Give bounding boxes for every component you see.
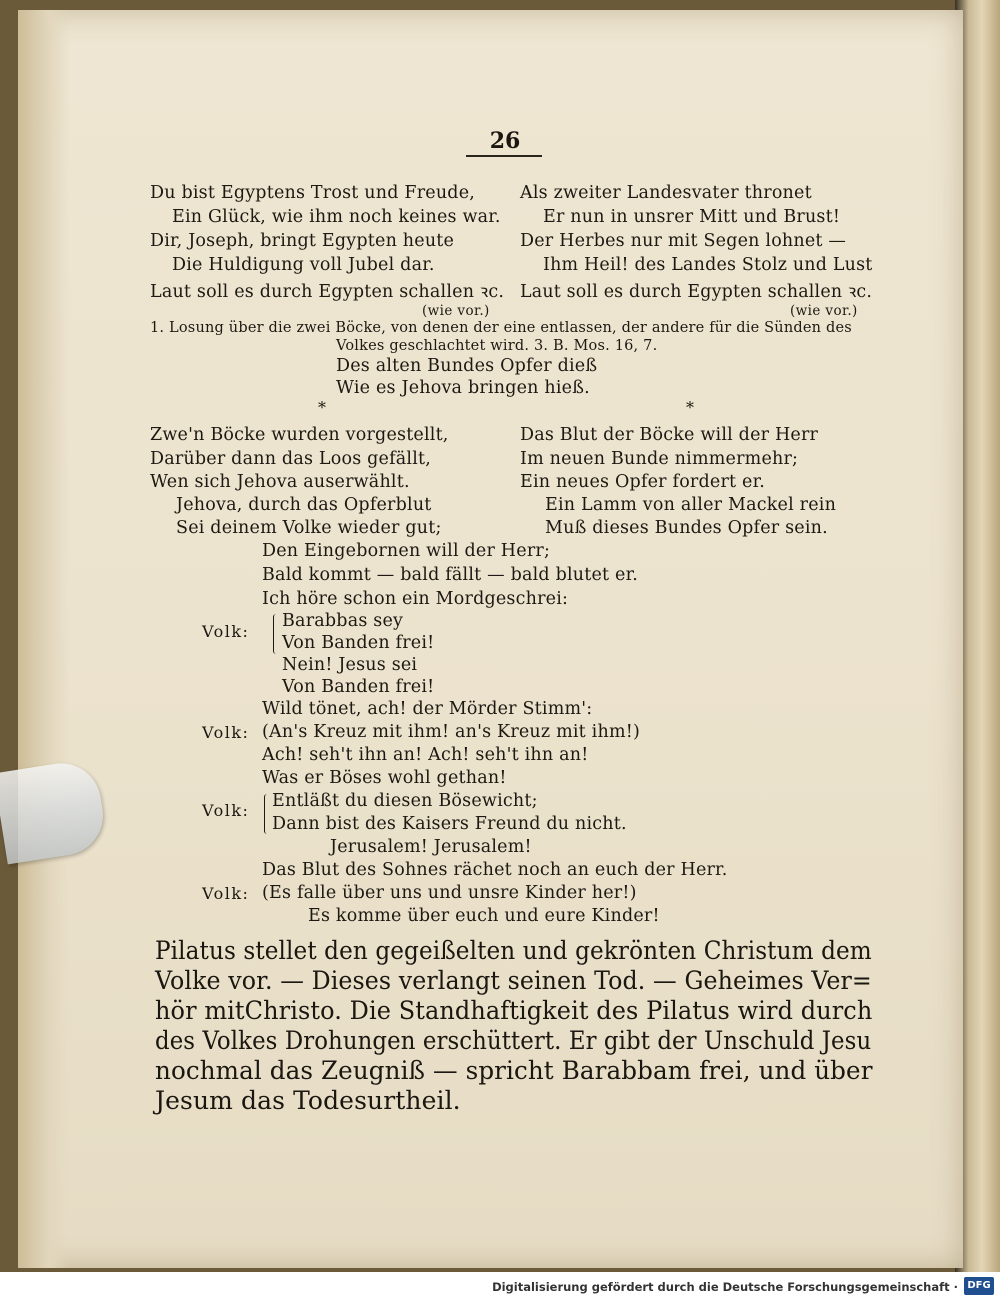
verse-line: Als zweiter Landesvater thronet <box>520 183 812 203</box>
prose-line: des Volkes Drohungen erschüttert. Er gibt der Unschuld Jesu <box>155 1026 872 1055</box>
verse-line: Du bist Egyptens Trost und Freude, <box>150 183 476 203</box>
verse-line: Der Herbes nur mit Segen lohnet — <box>520 231 847 251</box>
verse-line: Nein! Jesus sei <box>282 655 418 675</box>
star-separator: * <box>318 398 327 417</box>
dfg-logo: DFG <box>964 1277 994 1295</box>
verse-line: Es komme über euch und eure Kinder! <box>308 906 660 926</box>
star-separator: * <box>686 398 695 417</box>
verse-line: Wen sich Jehova auserwählt. <box>150 472 410 492</box>
verse-line: Das Blut der Böcke will der Herr <box>520 425 819 445</box>
page-number-rule <box>466 155 542 157</box>
prose-line: Pilatus stellet den gegeißelten und gekrönten Christum dem <box>155 936 872 965</box>
note-line: Volkes geschlachtet wird. 3. B. Mos. 16, 7. <box>336 338 658 354</box>
verse-line: Barabbas sey <box>282 611 404 631</box>
verse-line: (wie vor.) <box>790 303 858 319</box>
page-binding-edge <box>18 10 70 1268</box>
verse-line: (wie vor.) <box>422 303 490 319</box>
funding-credit: Digitalisierung gefördert durch die Deutsche Forschungsgemeinschaft · <box>492 1280 958 1294</box>
speaker-label: Volk: <box>202 801 250 820</box>
verse-line: Ihm Heil! des Landes Stolz und Lust <box>543 255 873 275</box>
brace <box>273 614 280 654</box>
verse-line: Ein neues Opfer fordert er. <box>520 472 765 492</box>
verse-line: Den Eingebornen will der Herr; <box>262 541 551 561</box>
prose-line: hör mitChristo. Die Standhaftigkeit des Pilatus wird durch <box>155 996 873 1025</box>
prose-line: Jesum das Todesurtheil. <box>155 1086 461 1115</box>
verse-line: Wild tönet, ach! der Mörder Stimm': <box>262 699 593 719</box>
verse-line: Entläßt du diesen Bösewicht; <box>272 791 538 811</box>
verse-line: Er nun in unsrer Mitt und Brust! <box>543 207 841 227</box>
verse-line: Dann bist des Kaisers Freund du nicht. <box>272 814 627 834</box>
verse-line: Ach! seh't ihn an! Ach! seh't ihn an! <box>262 745 589 765</box>
verse-line: Ein Glück, wie ihm noch keines war. <box>172 207 501 227</box>
verse-line: (Es falle über uns und unsre Kinder her!) <box>262 883 637 903</box>
verse-line: Ein Lamm von aller Mackel rein <box>545 495 837 515</box>
speaker-label: Volk: <box>202 622 250 641</box>
verse-line: Wie es Jehova bringen hieß. <box>336 378 590 398</box>
verse-line: Bald kommt — bald fällt — bald blutet er. <box>262 565 639 585</box>
verse-line: Des alten Bundes Opfer dieß <box>336 356 598 376</box>
verse-line: Das Blut des Sohnes rächet noch an euch der Herr. <box>262 860 728 880</box>
prose-line: Volke vor. — Dieses verlangt seinen Tod. — Geheimes Ver= <box>155 966 872 995</box>
speaker-label: Volk: <box>202 884 250 903</box>
verse-line: Von Banden frei! <box>282 633 435 653</box>
verse-line: Dir, Joseph, bringt Egypten heute <box>150 231 455 251</box>
prose-line: nochmal das Zeugniß — spricht Barabbam frei, und über <box>155 1056 873 1085</box>
verse-line: Jehova, durch das Opferblut <box>176 495 432 515</box>
verse-line: Von Banden frei! <box>282 677 435 697</box>
verse-line: Zwe'n Böcke wurden vorgestellt, <box>150 425 449 445</box>
verse-line: Laut soll es durch Egypten schallen ꝛc. <box>520 282 873 302</box>
verse-line: Was er Böses wohl gethan! <box>262 768 507 788</box>
verse-line: Laut soll es durch Egypten schallen ꝛc. <box>150 282 505 302</box>
verse-line: Ich höre schon ein Mordgeschrei: <box>262 589 569 609</box>
verse-line: Darüber dann das Loos gefällt, <box>150 449 432 469</box>
page-number: 26 <box>489 128 521 154</box>
verse-line: Die Huldigung voll Jubel dar. <box>172 255 435 275</box>
verse-line: Muß dieses Bundes Opfer sein. <box>545 518 828 538</box>
brace <box>264 794 271 834</box>
verse-line: Im neuen Bunde nimmermehr; <box>520 449 799 469</box>
note-line: 1. Losung über die zwei Böcke, von denen der eine entlassen, der andere für die Sünden des <box>150 320 852 336</box>
verse-line: (An's Kreuz mit ihm! an's Kreuz mit ihm!) <box>262 722 640 742</box>
verse-line: Jerusalem! Jerusalem! <box>330 837 532 857</box>
speaker-label: Volk: <box>202 723 250 742</box>
verse-line: Sei deinem Volke wieder gut; <box>176 518 442 538</box>
